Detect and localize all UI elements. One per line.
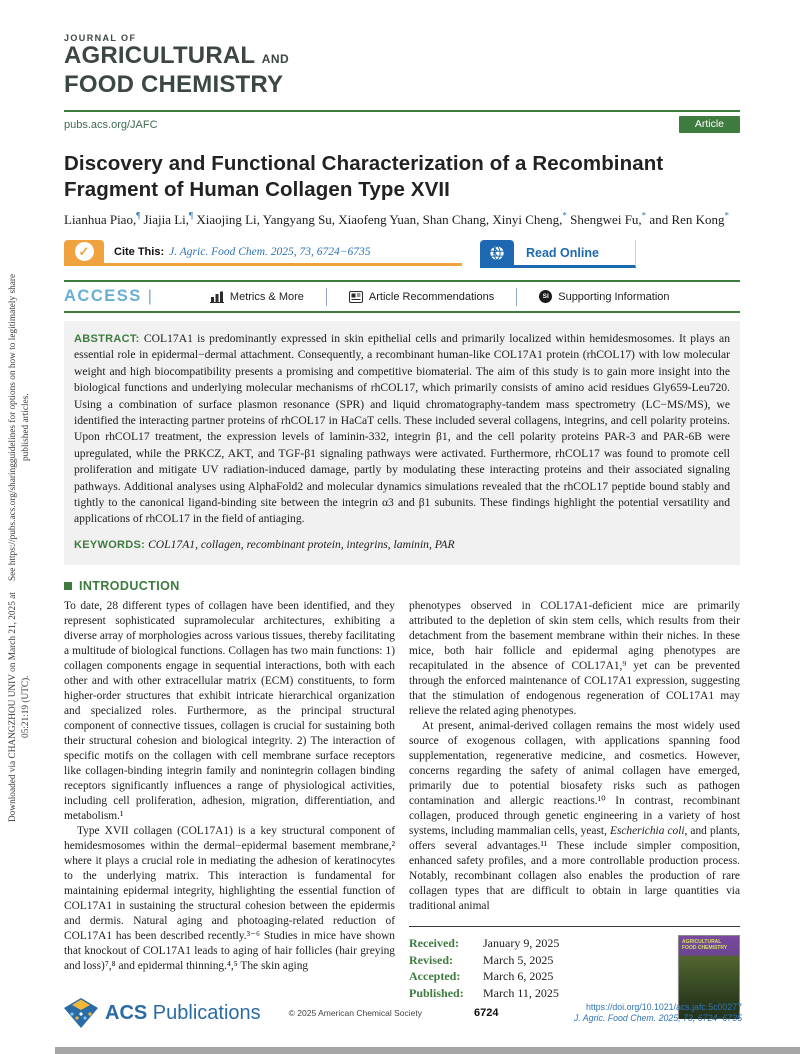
keywords-label: KEYWORDS: xyxy=(74,538,146,551)
acs-logo-icon xyxy=(64,998,98,1028)
author: and Ren Kong xyxy=(646,212,725,227)
paragraph-segment: At present, animal-derived collagen remains the most widely used source of exogenous collagen, with applications spanning food supplementation, regenerative medicine, and cosmetics. However, concerns regarding the safety of animal collagen have emerged, primarily due to potential biosafety risks such as pathogen contamination and allergic reactions.¹⁰ In contrast, recombinant collagen, produced through genetic engineering in a variety of host systems, including mammalian cells, yeast, xyxy=(409,720,740,838)
acs-logo-publications: Publications xyxy=(147,1001,261,1024)
cover-title-line1: AGRICULTURAL xyxy=(682,939,722,946)
masthead-line1-suffix: AND xyxy=(261,52,290,66)
sidebar-sharing-line: See https://pubs.acs.org/sharingguidelines for options on how to legitimately share published articles. xyxy=(8,273,31,581)
abstract-label: ABSTRACT: xyxy=(74,333,140,345)
access-link[interactable]: ACCESS xyxy=(64,287,142,305)
corresponding-author-mark[interactable]: * xyxy=(724,210,730,221)
footer-citation: J. Agric. Food Chem. 2025, 73, 6724−6735 xyxy=(573,1013,742,1023)
cite-check-icon-box xyxy=(64,240,104,263)
check-icon: ✓ xyxy=(75,242,94,261)
keywords-text: COL17A1, collagen, recombinant protein, integrins, laminin, PAR xyxy=(148,537,455,551)
page-footer xyxy=(64,998,742,1028)
body-columns xyxy=(64,599,740,1019)
sidebar-download-line: Downloaded via CHANGZHOU UNIV on March 21, 2025 at 05:21:19 (UTC). xyxy=(8,592,31,823)
journal-url-link[interactable]: pubs.acs.org/JAFC xyxy=(64,118,158,131)
section-bullet-icon xyxy=(64,582,72,590)
accepted-label: Accepted: xyxy=(409,969,461,984)
received-date: January 9, 2025 xyxy=(483,936,560,951)
access-separator: | xyxy=(147,287,152,305)
access-bar xyxy=(64,280,740,313)
cite-this-label: Cite This: xyxy=(114,246,165,258)
author: Jiajia Li, xyxy=(140,212,190,227)
accepted-date: March 6, 2025 xyxy=(483,969,554,984)
keywords-line xyxy=(74,537,730,553)
acs-logo-acs: ACS xyxy=(105,1001,148,1024)
article-recommendations-icon xyxy=(349,291,363,303)
left-column xyxy=(64,599,395,1019)
corresponding-author-mark[interactable]: * xyxy=(641,210,647,221)
author: Shengwei Fu, xyxy=(566,212,642,227)
supporting-info-label: Supporting Information xyxy=(558,290,670,303)
author: Yangyang Su, xyxy=(259,212,336,227)
masthead-kicker: JOURNAL OF xyxy=(64,33,137,43)
cite-this-citation[interactable]: J. Agric. Food Chem. 2025, 73, 6724−6735 xyxy=(169,246,371,258)
read-online-button[interactable] xyxy=(480,240,636,268)
author: Xiaojing Li, xyxy=(193,212,260,227)
metrics-and-more-link[interactable] xyxy=(188,291,326,303)
author: Shan Chang, xyxy=(419,212,490,227)
doi-link[interactable]: https://doi.org/10.1021/acs.jafc.5c00277 xyxy=(585,1001,742,1012)
history-row xyxy=(409,968,668,985)
globe-icon xyxy=(480,240,514,265)
author: Xiaofeng Yuan, xyxy=(335,212,420,227)
author: Xinyi Cheng, xyxy=(489,212,563,227)
right-column xyxy=(409,599,740,1019)
sidebar-download-note xyxy=(5,270,35,830)
revised-label: Revised: xyxy=(409,952,453,967)
author-list xyxy=(64,211,740,228)
introduction-heading xyxy=(64,579,740,593)
page-bottom-strip xyxy=(55,1047,800,1054)
citation-bar xyxy=(64,240,740,268)
abstract-text: COL17A1 is predominantly expressed in skin epithelial cells and primarily localized within hemidesmosomes. It plays an essential role in epidermal−dermal attachment. Consequently, a recombinant human-like COL17A1 protein (rhCOL17) with low molecular weight and high biocompatibility presents a promising and competitive biomaterial. The aim of this study is to gain more insight into the biological functions and underlying molecular mechanisms of rhCOL17, which primarily consists of amino acid residues Gly659-Leu720. Using a combination of surface plasmon resonance (SPR) and liquid chromatography-tandem mass spectrometry (LC−MS/MS), we identified the interacting partner proteins of rhCOL17 in HaCaT cells. These included several collagens, integrins, and cell polarity proteins. Upon rhCOL17 treatment, the expression levels of laminin-332, integrin β1, and the cell polarity proteins PAR-3 and PAR-6B were upregulated, while the PRKCZ, AKT, and TGF-β1 signaling pathways were activated. Furthermore, rhCOL17 was found to promote cell proliferation and mitigate UV radiation-induced damage, partly by modulating these interacting proteins and their associated signaling pathways. Additional analyses using AlphaFold2 and molecular dynamics simulations revealed that the rhCOL17 peptide bound stably and tightly to the canonical ligand-binding site between the integrin α3 and β1 subunits. These findings highlight the potential versatility and applications of rhCOL17 in the field of antiaging. xyxy=(74,332,730,526)
metrics-label: Metrics & More xyxy=(229,290,304,303)
corresponding-author-mark[interactable]: * xyxy=(562,210,567,221)
bar-chart-icon xyxy=(210,291,224,303)
journal-masthead xyxy=(64,33,740,97)
masthead-line1-main: AGRICULTURAL xyxy=(64,42,255,69)
masthead-line2: FOOD CHEMISTRY xyxy=(64,71,284,98)
copyright-text: © 2025 American Chemical Society xyxy=(288,1008,422,1018)
paragraph-segment: , and plants, offers several advantages.¹¹ These include simpler composition, enhanced safety profiles, and a more controllable production process. Notably, recombinant collagen also enables the production of rare collagen types that are difficult to obtain in large quantities via traditional animal xyxy=(409,825,740,913)
intro-paragraph xyxy=(409,719,740,914)
article-type-badge: Article xyxy=(679,116,740,133)
si-badge-icon: SI xyxy=(539,290,552,303)
author-mark: ¶ xyxy=(189,210,194,221)
author: Lianhua Piao, xyxy=(64,212,137,227)
abstract-block xyxy=(64,321,740,565)
read-online-label: Read Online xyxy=(526,246,599,260)
received-label: Received: xyxy=(409,936,459,951)
article-title: Discovery and Functional Characterization of a Recombinant Fragment of Human Collagen Type XVII xyxy=(64,152,664,201)
cover-title-line2: FOOD CHEMISTRY xyxy=(682,945,728,952)
topbar xyxy=(64,112,740,135)
introduction-title: INTRODUCTION xyxy=(79,579,180,594)
acs-logo-text xyxy=(105,1002,261,1025)
intro-paragraph: To date, 28 different types of collagen have been identified, and they represent sophisticated supramolecular architectures, exhibiting a diverse array of morphologies across various tissues, thereby facilitating a multitude of biological functions. Collagen has two main functions: 1) collagen components engage in sequential interactions, both with each other and with other extracellular matrix (ECM) constituents, to form higher-order structures that exhibit intricate hierarchical organization and specialized roles. Furthermore, as the principal structural component of connective tissues, collagen is crucial for sustaining both their structural cohesion and biological integrity. 2) The interaction of specific motifs on the collagen with cell membrane surface receptors like collagen-binding integrin family and nonintegrin collagen binding receptors significantly influences a range of physiological activities, including cell proliferation, adhesion, migration, differentiation, and metabolism.¹ xyxy=(64,600,395,823)
intro-paragraph: Type XVII collagen (COL17A1) is a key structural component of hemidesmosomes within the dermal−epidermal basement membrane,² where it plays a crucial role in mediating the adhesion of keratinocytes to the underlying matrix. This interaction is fundamental for maintaining epidermal integrity, highlighting the essential function of COL17A1 in sustaining the structural cohesion between the epidermis and dermis. Natural aging and photoaging-related reduction of COL17A1 has been described recently.³⁻⁶ Studies in mice have shown that knockout of COL17A1 leads to aging of hair follicles (hair greying and loss)⁷,⁸ and epidermal thinning.⁴,⁵ The skin aging xyxy=(64,825,395,973)
history-row xyxy=(409,935,668,952)
species-name: Escherichia coli xyxy=(609,825,685,838)
masthead-line1 xyxy=(64,43,740,72)
article-recommendations-link[interactable] xyxy=(327,291,516,303)
recommendations-label: Article Recommendations xyxy=(368,290,495,303)
supporting-information-link[interactable] xyxy=(517,290,691,303)
acs-publications-logo xyxy=(64,998,261,1028)
published-date: March 11, 2025 xyxy=(483,985,559,1000)
doi-block xyxy=(574,1002,742,1025)
intro-paragraph: phenotypes observed in COL17A1-deficient mice are primarily attributed to the depletion of skin stem cells, which results from their detachment from the basement membrane within their niches. In these mice, both hair follicle and epidermal aging phenotypes are recapitulated in the absence of COL17A1,⁹ yet can be prevented through the enforced maintenance of COL17A1 expression, suggesting that the stimulation of endogenous regeneration of COL17A1 may relieve the related aging phenotypes. xyxy=(409,600,740,718)
revised-date: March 5, 2025 xyxy=(483,952,554,967)
author-mark: ¶ xyxy=(136,210,141,221)
history-row xyxy=(409,952,668,969)
cite-this-box[interactable] xyxy=(64,240,462,266)
page-number: 6724 xyxy=(474,1007,499,1019)
published-label: Published: xyxy=(409,985,464,1000)
